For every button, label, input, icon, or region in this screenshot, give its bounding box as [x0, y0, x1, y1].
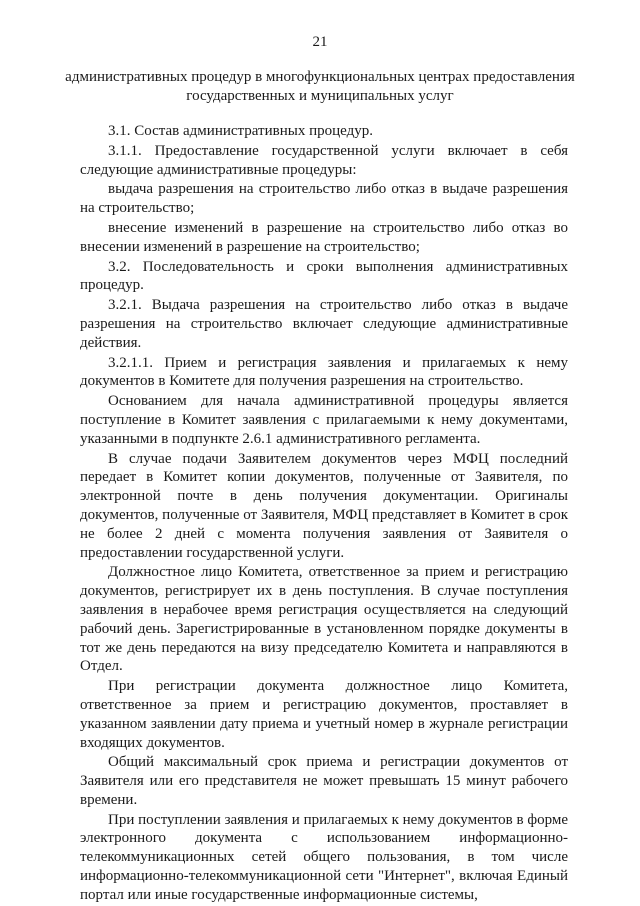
- paragraph-3-1: 3.1. Состав административных процедур.: [108, 123, 373, 139]
- section-heading: административных процедур в многофункциональных центрах предоставления государственных и муниципальных услуг: [65, 69, 575, 104]
- paragraph-max-term: Общий максимальный срок приема и регистрации документов от Заявителя или его представителя не может превышать 15 минут рабочего времени.: [80, 754, 568, 808]
- document-body: [80, 122, 568, 906]
- page-number: 21: [312, 34, 328, 50]
- paragraph-registration: Должностное лицо Комитета, ответственное за прием и регистрацию документов, регистрирует их в день поступления. В случае поступления заявления в нерабочее время регистрация осуществляется на следующий рабочий день. Зарегистрированные в установленном порядке документы в тот же день передаются на визу председателю Комитета и направляются в Отдел.: [80, 564, 568, 675]
- paragraph-3-1-1: 3.1.1. Предоставление государственной услуги включает в себя следующие административные процедуры:: [80, 142, 568, 178]
- paragraph-3-2-1: 3.2.1. Выдача разрешения на строительство либо отказ в выдаче разрешения на строительство включает следующие административные действия.: [80, 297, 568, 351]
- paragraph-electronic-submission: При поступлении заявления и прилагаемых к нему документов в форме электронного документа с использованием информационно-телекоммуникационных сетей общего пользования, в том числе информационно-телекоммуникационной сети "Интернет", включая Единый портал или иные государственные информационные системы,: [80, 811, 568, 903]
- paragraph-3-2: 3.2. Последовательность и сроки выполнения административных процедур.: [80, 258, 568, 294]
- paragraph-basis: Основанием для начала административной процедуры является поступление в Комитет заявления с прилагаемыми к нему документами, указанными в подпункте 2.6.1 административного регламента.: [80, 393, 568, 447]
- paragraph-3-2-1-1: 3.2.1.1. Прием и регистрация заявления и прилагаемых к нему документов в Комитете для получения разрешения на строительство.: [80, 354, 568, 390]
- paragraph-mfc-submission: В случае подачи Заявителем документов через МФЦ последний передает в Комитет копии документов, полученные от Заявителя, по электронной почте в день получения документации. Оригиналы документов, полученные от Заявителя, МФЦ представляет в Комитет в срок не более 2 дней с момента получения заявления от Заявителя о предоставлении государственной услуги.: [80, 450, 568, 561]
- paragraph-procedure-amend: внесение изменений в разрешение на строительство либо отказ во внесении изменений в разрешение на строительство;: [80, 219, 568, 255]
- paragraph-procedure-issue: выдача разрешения на строительство либо отказ в выдаче разрешения на строительство;: [80, 181, 568, 217]
- paragraph-registration-date: При регистрации документа должностное лицо Комитета, ответственное за прием и регистрацию документов, проставляет в указанном заявлении дату приема и учетный номер в журнале регистрации входящих документов.: [80, 678, 568, 751]
